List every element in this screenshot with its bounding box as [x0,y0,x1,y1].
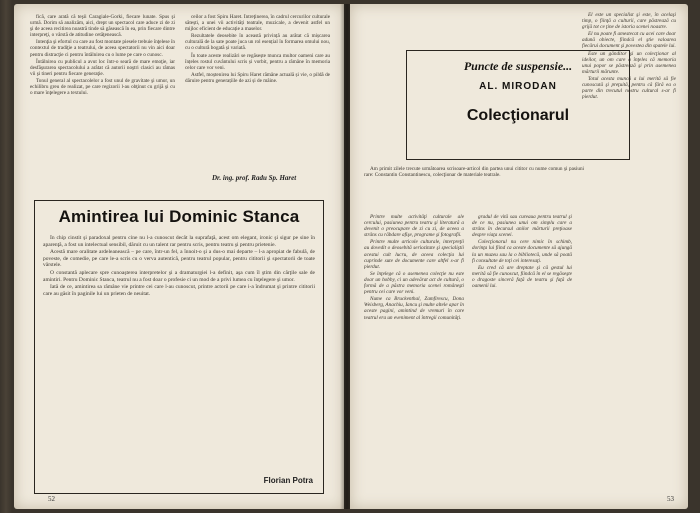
paragraph: Totul acesta muncă a lui merită să fie cunoscută şi preţuită, pentru că fără ea o parte din trecutul nostru cultural s-ar fi pierdut. [582,75,676,101]
right-page [350,4,688,509]
left-page [14,4,344,509]
article-title: Colecţionarul [466,107,570,124]
paragraph: Astfel, moștenirea lui Spiru Haret rămâne actuală și vie, o pildă de dăruire pentru generațiile de azi și de mâine. [185,71,330,84]
paragraph: El este un specialist şi este, în acelaşi timp, o fiinţă a culturii, care păstrează cu grijă tot ce ţine de istoria scenei noastre. [582,12,676,31]
paragraph: Colecţionarul nu cere nimic în schimb, dorinţa lui fiind ca aceste documente să ajungă la un muzeu sau la o bibliotecă, unde să poată fi consultate de toţi cei interesaţi. [472,239,572,264]
paragraph: Rezultatele deosebite în această privință au arătat că mișcarea culturală de la sate poate juca un rol esențial în formarea omului nou, cu o cultură bogată și variată. [185,33,330,52]
right-column-3 [582,12,676,494]
paragraph: Am primit zilele trecute următoarea scrisoare-articol din partea unui cititor cu nume comun şi pasiuni rare: Constantin Constantinescu, colecţionar de materiale teatrale. [364,166,584,179]
paragraph: ceilor a fost Spiru Haret. Întreţinerea, în cadrul cercurilor culturale sătești, a unei vii activități teatrale, muzicale, a devenit astfel un mijloc eficient de educație a maselor. [185,14,330,33]
paragraph: Tonul general al spectacolelor a fost unul de gravitate şi umor, un echilibru greu de realizat, pe care regizorii l-au obţinut cu grijă şi cu o mare înţelegere a textului. [30,77,175,97]
intro-text [364,166,584,206]
paragraph: Acestă mare oralitate ardeleanească – pe care, într-un fel, a înnoit-o şi a dus-o mai departe – l-a apropiat de fabulă, de poveste, de comedie, pe care le-a scris cu o verva autentică, pentru teatrul popular, pentru cititorii şi spectatorii de toate vârstele. [43,249,315,269]
page-number: 53 [667,495,674,503]
paragraph: Întâlnirea cu publicul a avut loc într-o seară de mare emoţie, iar desfăşurarea spectacolului a arătat că autorii noştri clasici au rămas vii şi tineri pentru fiecare generaţie. [30,58,175,77]
paragraph: În toate aceste realizări se regăsește munca multor oameni care au înțeles rostul cuvântului scris și vorbit, pentru a rămâne în memoria celor care vor veni. [185,52,330,71]
article-body [43,235,315,467]
paragraph: În chip cinstit şi paradoxal pentru cine nu l-a cunoscut decât la suprafaţă, acest om elegant, ironic şi sigur pe sine în aparenţă, a fost un intelectual sensibil, dăruit cu un talent rar pentru scris, pentru teatru şi pentru prietenie. [43,235,315,248]
article-signature: Dr. ing. prof. Radu Sp. Haret [212,174,297,182]
paragraph: Se înţelege că o asemenea colecţie nu este doar un hobby, ci un adevărat act de cultură, o formă de a păstra memoria scenei româneşti pentru cei care vor veni. [364,270,464,296]
paragraph: fică, care arată că teşii Caragiale-Gorki, fiecare lunate. Spus şi urmă. Dorim să analizăm, aici, drept un spectacol care aduce zi de zi şi de aceea recitirea noastră tinde să găsească în ea, prin fiecare dintre interpreţi, o vârstă de atitudine cetăţenească. [30,14,175,39]
paragraph: Nume ca Bruckenthal, Zamfirescu, Dona Weisberg, Anachiu, Iancu şi multe altele apar în aceste pagini, amintind de vremuri în care teatrul era un eveniment al întregii comunităţi. [364,296,464,321]
paragraph: Eu cred că are dreptate şi că gestul lui merită să fie cunoscut, fiindcă în el se regăseşte o dragoste sinceră faţă de teatru şi faţă de oamenii lui. [472,264,572,290]
article-box [34,200,324,494]
article-author: AL. MIRODAN [479,81,557,92]
paragraph: O constantă aplecare spre cunoaşterea interpretelor şi a dramaturgiei l-a definit, aşa cum îl ştim din cărţile sale de amintiri. Pentru Dominic Stanca, teatrul nu a fost doar o profesie ci un mod de a privi lumea cu înţelegere şi umor. [43,269,315,283]
paragraph: Este un gânditor şi un colecţionar al ideilor, un om care a înţeles că memoria unui popor se păstrează şi prin asemenea mărturii mărunte. [582,50,676,75]
right-column-2 [472,214,572,494]
rubric-title: Puncte de suspensie... [463,59,573,73]
right-column-1 [364,214,464,494]
page-number: 52 [48,495,55,503]
article-title: Amintirea lui Dominic Stanca [58,207,300,226]
paragraph: Printre multe articole culturale, interpreţii au dovedit o deosebită seriozitate şi specialiştii acestui cult lucru, de aceea colecţia lui cuprinde sute de documente care altfel s-ar fi pierdut. [364,239,464,270]
paragraph: Iată de ce, amintirea sa rămâne vie printre cei care l-au cunoscut, printre actorii pe care i-a îndrumat şi printre cititorii care au găsit în paginile lui un prieten de neuitat. [43,284,315,297]
article-author: Florian Potra [263,476,313,485]
paragraph: Intenţia şi efortul cu care au fost montate piesele trebuie înţelese în contextul de tradiţie a teatrului, de aceea spectatorii nu vin aici doar pentru distracţie ci pentru întâlnirea cu o lume pe care o cunosc. [30,39,175,58]
paragraph: gradul de vită sau cureaua pentru teatrul şi de ce nu, pasiunea unui om simplu care a strâns în decursul anilor mărturii preţioase despre viaţa scenei. [472,214,572,239]
left-column-1 [30,14,175,184]
paragraph: Printre multe activităţi culturale ale cercului, pasiunea pentru teatru şi literatură a devenit o preocupare de zi cu zi, de aceea a strâns cu răbdare afişe, programe şi fotografii. [364,214,464,239]
paragraph: El nu poate fi amestecat cu acei care doar adună obiecte, fiindcă el ştie valoarea fiecărui document şi povestea din spatele lui. [582,31,676,50]
left-column-2 [185,14,330,170]
